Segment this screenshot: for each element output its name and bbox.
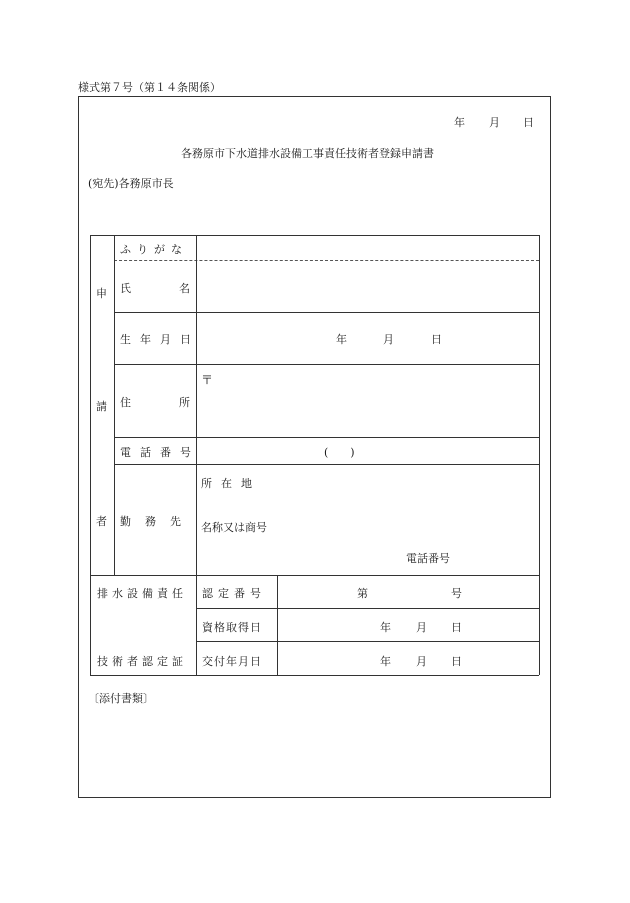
attachments-label: 〔添付書類〕 — [88, 692, 154, 705]
address-label-first: 住 — [120, 396, 131, 409]
workplace-phone-label: 電話番号 — [406, 552, 450, 565]
furigana-label: ふりがな — [120, 243, 188, 256]
address-label-second: 所 — [179, 396, 190, 409]
name-label-first: 氏 — [120, 282, 131, 295]
header-date-year: 年 — [454, 116, 465, 129]
workplace-location-label: 所在地 — [201, 477, 261, 490]
workplace-name-label: 名称又は商号 — [201, 521, 267, 534]
row-divider — [114, 364, 539, 365]
issue-day-unit: 日 — [451, 655, 462, 668]
section-label-char: 請 — [96, 400, 107, 413]
cert-number-suffix: 号 — [451, 587, 462, 600]
cert-column-divider — [277, 575, 278, 675]
header-date-month: 月 — [489, 116, 500, 129]
row-divider — [114, 312, 539, 313]
issue-month-unit: 月 — [416, 655, 427, 668]
issue-date-label: 交付年月日 — [202, 655, 262, 668]
table-top-border — [90, 235, 539, 236]
table-bottom-border — [90, 675, 539, 676]
cert-number-label: 認定番号 — [202, 587, 266, 600]
furigana-divider — [114, 260, 539, 261]
section-label-char: 申 — [96, 287, 107, 300]
addressee: (宛先)各務原市長 — [88, 177, 174, 190]
section-divider — [90, 575, 539, 576]
name-field[interactable] — [200, 262, 536, 310]
page-title: 各務原市下水道排水設備工事責任技術者登録申請書 — [181, 147, 434, 160]
qualified-date-label: 資格取得日 — [202, 621, 262, 634]
birth-year-unit: 年 — [336, 333, 347, 346]
qualified-year-unit: 年 — [380, 621, 391, 634]
birth-month-unit: 月 — [383, 333, 394, 346]
birthdate-label: 生年月日 — [120, 333, 200, 346]
certificate-label-line1: 排水設備責任 — [97, 587, 187, 600]
table-left-border — [90, 235, 91, 675]
table-right-border — [539, 235, 540, 675]
header-date-day: 日 — [523, 116, 534, 129]
form-number: 様式第７号（第１４条関係） — [78, 81, 221, 94]
phone-area-parens: ( ) — [324, 446, 355, 459]
postal-mark: 〒 — [201, 373, 214, 387]
qualified-day-unit: 日 — [451, 621, 462, 634]
qualified-month-unit: 月 — [416, 621, 427, 634]
row-divider — [114, 464, 539, 465]
section-label-char: 者 — [96, 515, 107, 528]
issue-year-unit: 年 — [380, 655, 391, 668]
row-divider — [114, 437, 539, 438]
row-divider — [196, 641, 539, 642]
cert-number-prefix: 第 — [357, 587, 368, 600]
birth-day-unit: 日 — [431, 333, 442, 346]
applicant-section-divider — [114, 235, 115, 575]
phone-label: 電話番号 — [120, 446, 200, 459]
row-divider — [196, 608, 539, 609]
name-label-second: 名 — [179, 282, 190, 295]
certificate-label-line2: 技術者認定証 — [97, 655, 187, 668]
workplace-label: 勤務先 — [120, 515, 195, 528]
